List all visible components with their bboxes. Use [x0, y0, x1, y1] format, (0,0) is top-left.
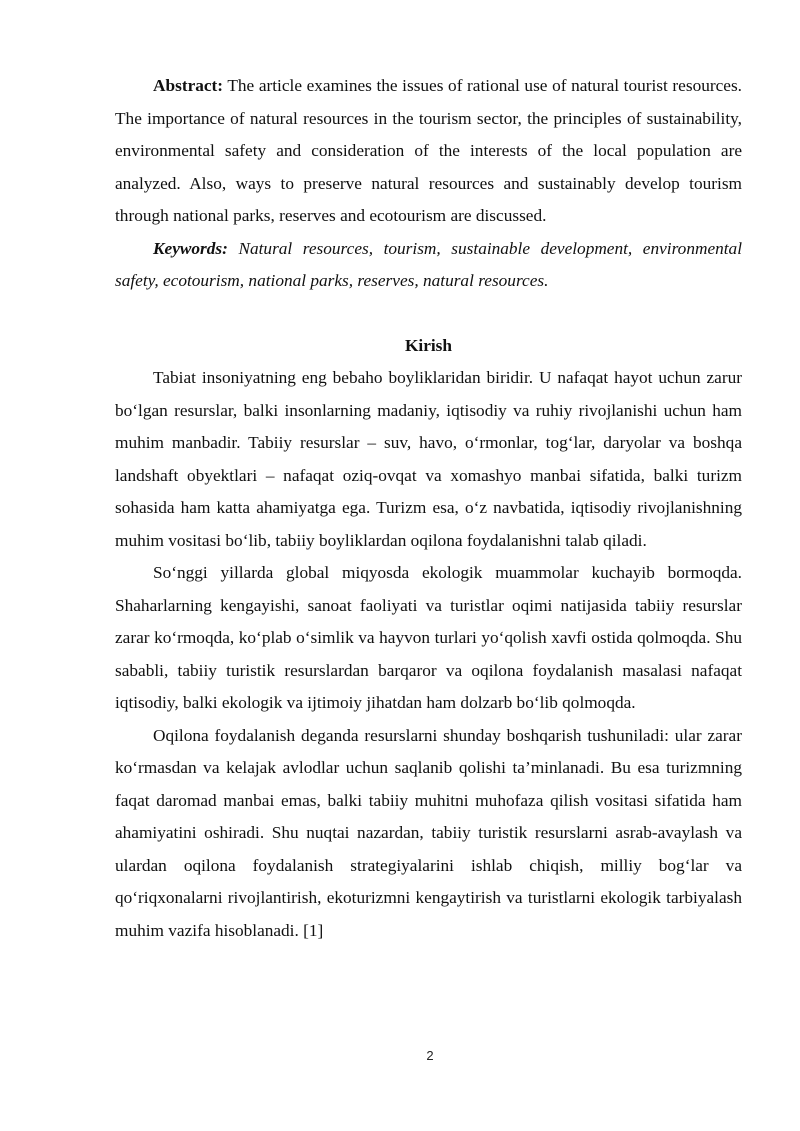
abstract-label: Abstract:: [153, 76, 224, 95]
keywords-paragraph: [115, 233, 742, 298]
abstract-paragraph: [115, 70, 742, 233]
body-paragraph-3: Oqilona foydalanish deganda resurslarni shunday boshqarish tushuniladi: ular zarar ko‘rmasdan va kelajak avlodlar uchun saqlanib qolishi ta’minlanadi. Bu esa turizmning faqat daromad manbai emas, balki tabiiy muhitni muhofaza qilish vositasi sifatida ham ahamiyatini oshiradi. Shu nuqtai nazardan, tabiiy turistik resurslarni asrab-avaylash va ulardan oqilona foydalanish strategiyalarini ishlab chiqish, milliy bog‘lar va qo‘riqxonalarni rivojlantirish, ekoturizmni kengaytirish va turistlarni ekologik tarbiyalash muhim vazifa hisoblanadi. [1]: [115, 725, 742, 940]
keywords-text: Natural resources, tourism, sustainable development, environmental safety, ecotourism, national parks, reserves, natural resources.: [115, 238, 742, 290]
body-paragraph-1: Tabiat insoniyatning eng bebaho boyliklaridan biridir. U nafaqat hayot uchun zarur bo‘lgan resurslar, balki insonlarning madaniy, iqtisodiy va ruhiy rivojlanishi uchun ham muhim manbadir. Tabiiy resurslar – suv, havo, o‘rmonlar, tog‘lar, daryolar va boshqa landshaft obyektlari – nafaqat oziq-ovqat va xomashyo manbai sifatida, balki turizm sohasida ham katta ahamiyatga ega. Turizm esa, o‘z navbatida, iqtisodiy rivojlanishning muhim vositasi bo‘lib, tabiiy boyliklardan oqilona foydalanishni talab qiladi.: [115, 368, 742, 550]
abstract-text: The article examines the issues of rational use of natural tourist resources. The importance of natural resources in the tourism sector, the principles of sustainability, environmental safety and consideration of the interests of the local population are analyzed. Also, ways to preserve natural resources and sustainably develop tourism through national parks, reserves and ecotourism are discussed.: [115, 76, 742, 225]
page-number: 2: [426, 1048, 434, 1063]
page-content: [115, 70, 742, 947]
keywords-label: Keywords:: [153, 238, 228, 258]
section-heading: Kirish: [404, 335, 453, 355]
body-paragraph-2: So‘nggi yillarda global miqyosda ekologik muammolar kuchayib bormoqda. Shaharlarning kengayishi, sanoat faoliyati va turistlar oqimi natijasida tabiiy resurslar zarar ko‘rmoqda, ko‘plab o‘simlik va hayvon turlari yo‘qolish xavfi ostida qolmoqda. Shu sababli, tabiiy turistik resurslardan barqaror va oqilona foydalanish masalasi nafaqat iqtisodiy, balki ekologik va ijtimoiy jihatdan ham dolzarb bo‘lib qolmoqda.: [115, 563, 742, 712]
